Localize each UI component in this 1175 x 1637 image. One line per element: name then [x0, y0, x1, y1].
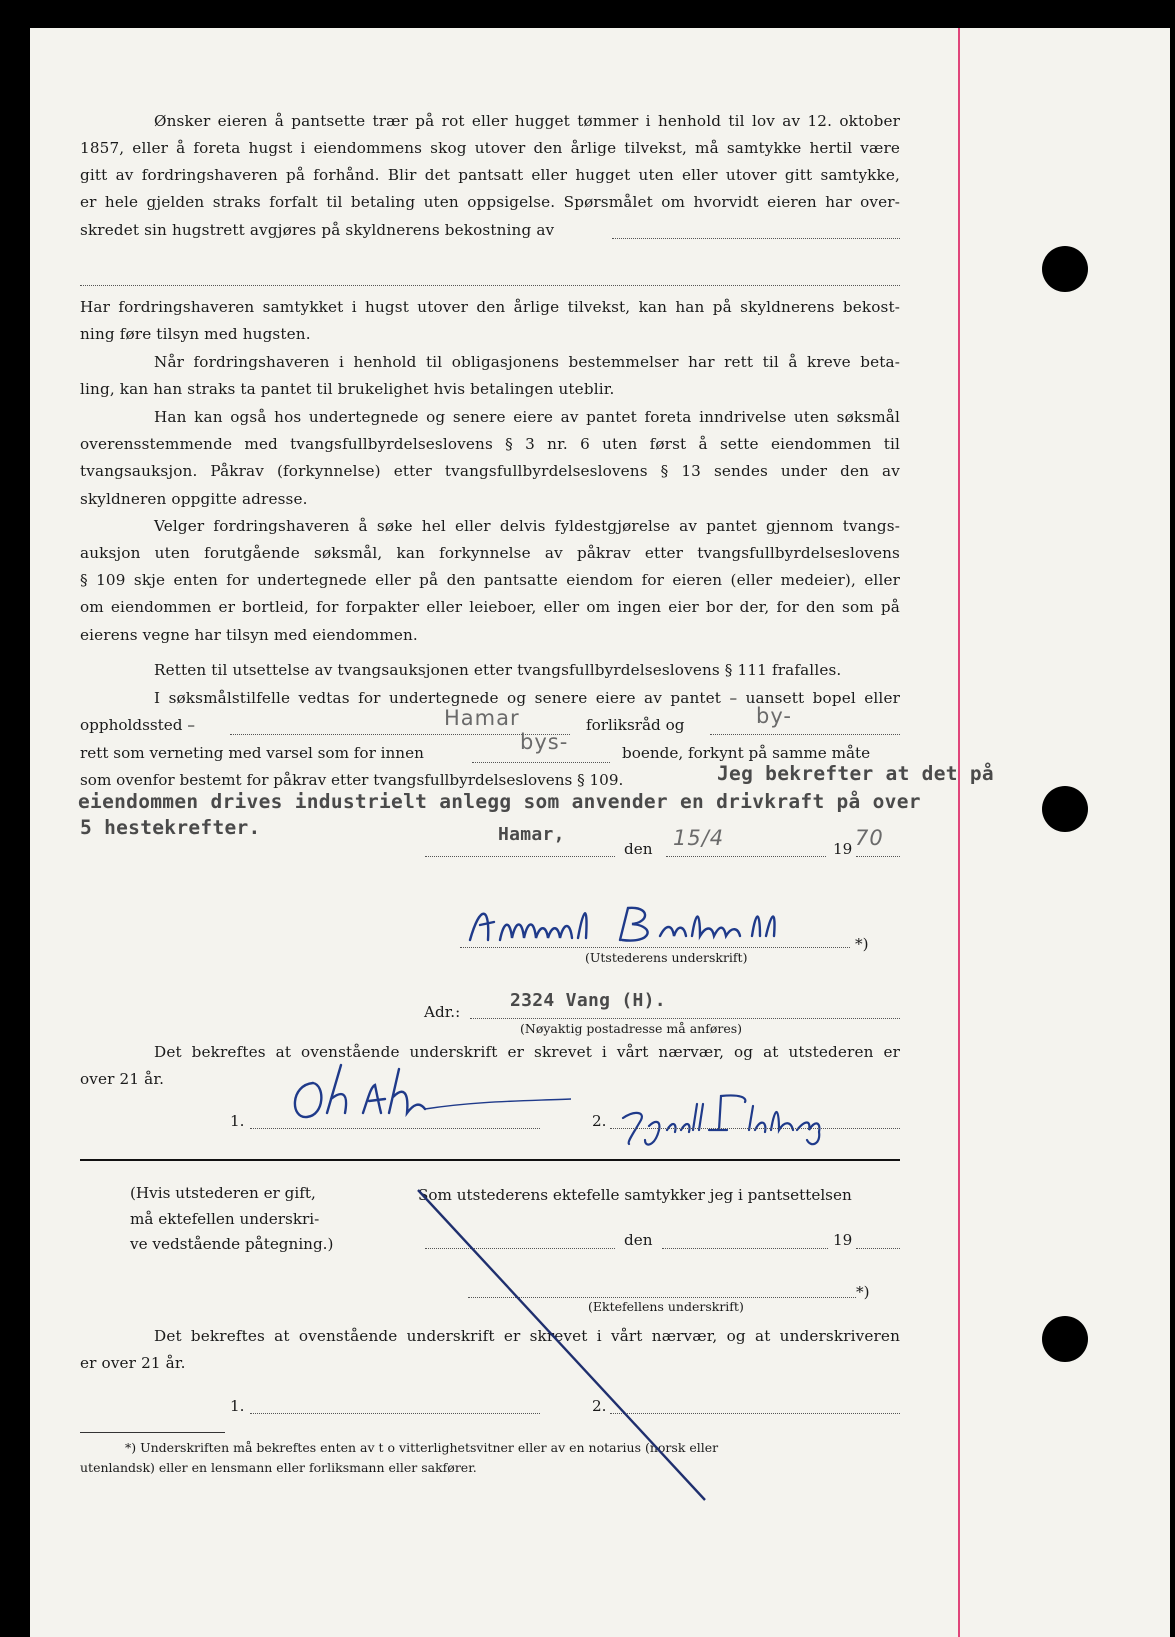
filled-place: Hamar, — [498, 824, 565, 845]
filled-address: 2324 Vang (H). — [510, 990, 666, 1011]
stamp-line: Jeg bekrefter at det på — [717, 762, 994, 785]
text-line: forliksråd og — [586, 716, 685, 734]
filled-date: 15/4 — [673, 826, 725, 850]
spouse-signature-caption: (Ektefellens underskrift) — [588, 1299, 744, 1314]
text-line: gitt av fordringshaveren på forhånd. Blir det pantsatt eller hugget uten eller utover gitt samtykke, — [80, 166, 900, 184]
footnote-line: utenlandsk) eller en lensmann eller forliksmann eller sakfører. — [80, 1460, 477, 1475]
spouse-note-line: må ektefellen underskri- — [130, 1210, 320, 1228]
asterisk-note: *) — [855, 935, 869, 953]
text-line: Det bekreftes at ovenstående underskrift er skrevet i vårt nærvær, og at underskriveren — [154, 1327, 900, 1345]
filled-bys: bys- — [520, 730, 569, 754]
text-line: Har fordringshaveren samtykket i hugst utover den årlige tilvekst, kan han på skyldnerens bekost- — [80, 298, 900, 316]
address-label: Adr.: — [424, 1003, 461, 1021]
text-line: ning føre tilsyn med hugsten. — [80, 325, 311, 343]
text-line: Velger fordringshaveren å søke hel eller delvis fyldestgjørelse av pantet gjennom tvangs- — [154, 517, 900, 535]
text-line: tvangsauksjon. Påkrav (forkynnelse) etter tvangsfullbyrdelseslovens § 13 sendes under den av — [80, 462, 900, 480]
text-line: skyldneren oppgitte adresse. — [80, 490, 308, 508]
witness-1-number: 1. — [230, 1112, 245, 1130]
text-line: over 21 år. — [80, 1070, 165, 1088]
witness-2-number: 2. — [592, 1112, 607, 1130]
filled-year: 70 — [855, 826, 884, 850]
text-line: boende, forkynt på samme måte — [622, 744, 871, 762]
stamp-line: eiendommen drives industrielt anlegg som anvender en drivkraft på over — [78, 790, 921, 813]
spouse-consent-text: Som utstederens ektefelle samtykker jeg i pantsettelsen — [418, 1186, 852, 1204]
text-line: rett som verneting med varsel som for innen — [80, 744, 424, 762]
text-line: Retten til utsettelse av tvangsauksjonen etter tvangsfullbyrdelseslovens § 111 frafalles. — [154, 661, 842, 679]
asterisk-note-2: *) — [856, 1283, 870, 1301]
filled-by: by- — [756, 704, 792, 728]
spouse-date-label: den — [624, 1231, 653, 1249]
stamp-line: 5 hestekrefter. — [80, 816, 261, 839]
text-line: er hele gjelden straks forfalt til betaling uten oppsigelse. Spørsmålet om hvorvidt eieren har over- — [80, 193, 900, 211]
text-line: I søksmålstilfelle vedtas for undertegnede og senere eiere av pantet – uansett bopel eller — [154, 689, 900, 707]
footnote-line: *) Underskriften må bekreftes enten av t o vitterlighetsvitner eller av en notarius (norsk eller — [125, 1440, 719, 1455]
spouse-note-line: (Hvis utstederen er gift, — [130, 1184, 316, 1202]
text-line: § 109 skje enten for undertegnede eller på den pantsatte eiendom for eieren (eller medeier), eller — [80, 571, 900, 589]
text-line: 1857, eller å foreta hugst i eiendommens skog utover den årlige tilvekst, må samtykke hertil være — [80, 139, 900, 157]
witness-3-number: 1. — [230, 1397, 245, 1415]
text-line: auksjon uten forutgående søksmål, kan forkynnelse av påkrav etter tvangsfullbyrdelseslovens — [80, 544, 900, 562]
text-line: overensstemmende med tvangsfullbyrdelseslovens § 3 nr. 6 uten først å sette eiendommen til — [80, 435, 900, 453]
address-caption: (Nøyaktig postadresse må anføres) — [520, 1021, 743, 1036]
witness-4-number: 2. — [592, 1397, 607, 1415]
text-line: om eiendommen er bortleid, for forpakter eller leieboer, eller om ingen eier bor der, for den som på — [80, 598, 900, 616]
text-line: som ovenfor bestemt for påkrav etter tvangsfullbyrdelseslovens § 109. — [80, 771, 624, 789]
spouse-year-label: 19 — [833, 1231, 853, 1249]
issuer-signature-caption: (Utstederens underskrift) — [585, 950, 748, 965]
filled-forliksrad: Hamar — [444, 706, 520, 730]
text-line: er over 21 år. — [80, 1354, 186, 1372]
text-line: Han kan også hos undertegnede og senere eiere av pantet foreta inndrivelse uten søksmål — [154, 408, 900, 426]
text-line: Når fordringshaveren i henhold til obligasjonens bestemmelser har rett til å kreve beta- — [154, 353, 900, 371]
text-line: oppholdssted – — [80, 716, 195, 734]
text-line: skredet sin hugstrett avgjøres på skyldnerens bekostning av — [80, 221, 555, 239]
text-line: eierens vegne har tilsyn med eiendommen. — [80, 626, 418, 644]
spouse-note-line: ve vedstående påtegning.) — [130, 1235, 334, 1253]
text-line: ling, kan han straks ta pantet til brukelighet hvis betalingen uteblir. — [80, 380, 615, 398]
text-line: Ønsker eieren å pantsette trær på rot eller hugget tømmer i henhold til lov av 12. oktober — [154, 112, 900, 130]
date-label: den — [624, 840, 653, 858]
year-label: 19 — [833, 840, 853, 858]
text-line: Det bekreftes at ovenstående underskrift er skrevet i vårt nærvær, og at utstederen er — [154, 1043, 900, 1061]
